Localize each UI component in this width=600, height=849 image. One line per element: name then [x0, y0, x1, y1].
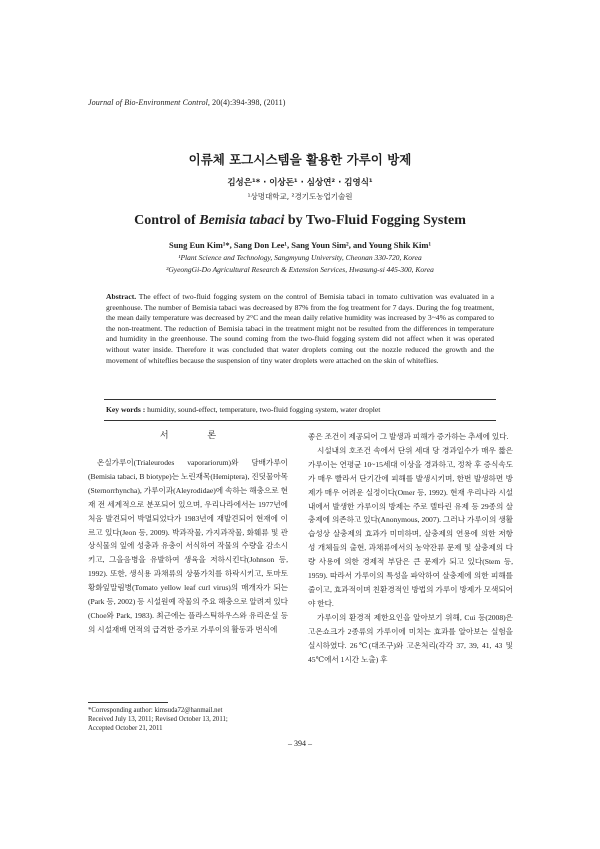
footnote — [88, 706, 298, 733]
corresponding-author: *Corresponding author: kimsuda72@hanmail.net — [88, 707, 223, 714]
section-heading: 서 론 — [159, 431, 235, 441]
intro-paragraph-1: 온실가루이(Trialeurodes vaporariorum)와 담배가루이(Bemisia tabaci, B biotype)는 노린재목(Hemiptera), 진딧물아목(Sternorrhyncha), 가루이과(Aleyrodidae)에 속하는 해충으로 현재 전 세계적으로 분포되어 있으며, 우리나라에서는 1977년에 처음 발견되어 박멸되었다가 1983년에 재발견되어 현재에 이르고 있다(Jeon 등, 2009). 박과작물, 가지과작물, 화훼류 및 관상식물의 잎에 성충과 유충이 서식하여 작물의 수량을 감소시키고, 그을음병을 유발하여 생육을 저하시킨다(Johnson 등, 1992). 또한, 생식용 과채류의 상품가치를 하락시키고, 토마토황화잎말림병(Tomato yellow leaf curl virus)의 매개자가 되는(Park 등, 2002) 등 시설원예 작물의 주요 해충으로 알려져 있다(Choe와 Park, 1983). 최근에는 플라스틱하우스와 유리온실 등의 시설재배 면적의 급격한 증가로 가루이의 활동과 번식에 — [88, 458, 288, 634]
page-number: – 394 – — [288, 739, 312, 748]
journal-citation: Journal of Bio-Environment Control, 20(4):394-398, (2011) — [88, 98, 286, 107]
accepted-date: Accepted October 21, 2011 — [88, 725, 163, 732]
received-dates: Received July 13, 2011; Revised October 13, 2011; — [88, 716, 228, 723]
intro-paragraph-1-cont: 좋은 조건이 제공되어 그 발생과 피해가 증가하는 추세에 있다. — [308, 432, 509, 441]
divider-bottom — [104, 420, 496, 421]
left-column — [88, 430, 288, 637]
keywords — [106, 405, 494, 414]
korean-affiliation: ¹상명대학교, ²경기도농업기술원 — [247, 192, 353, 201]
keywords-text: humidity, sound-effect, temperature, two-fluid fogging system, water droplet — [145, 405, 381, 414]
intro-paragraph-2: 시설내의 호조건 속에서 단위 세대 당 경과일수가 매우 짧은 가루이는 연평균 10~15세대 이상을 경과하고, 정착 후 증식속도가 매우 빨라서 단기간에 피해를 발생시키며, 한번 발생하면 방제가 매우 어려운 실정이다(Omer 등, 1992). 현재 우리나라 시설 내에서 발생한 가루이의 방제는 주로 델타린 유제 등 29종의 살충제에 의존하고 있다(Anonymous, 2007). 그러나 가루이의 생활습성상 살충제의 효과가 미미하며, 살충제의 연용에 의한 저항성 개체들의 출현, 과채류에서의 농약잔류 문제 및 살충제의 다량 사용에 의한 경제적 부담은 큰 문제가 되고 있다(Stem 등, 1959). 따라서 가루이의 특성을 파악하여 살충제에 의한 피해를 줄이고, 효과적이며 친환경적인 방법의 가루이 방제가 모색되어야 한다. — [308, 445, 513, 608]
right-column — [308, 430, 513, 666]
abstract-label: Abstract. — [106, 292, 137, 301]
english-authors: Sung Eun Kim¹*, Sang Don Lee¹, Sang Youn Sim², and Young Shik Kim¹ — [168, 240, 432, 250]
keywords-label: Key words : — [106, 405, 146, 414]
abstract-text: The effect of two-fluid fogging system on the control of Bemisia tabaci in tomato cultivation was evaluated in a greenhouse. The number of Bemisia tabaci was decreased by 87% from the fog treatment for 7 days. During the fog treatment, the mean daily temperature was decreased by 2°C and the mean daily relative humidity was increased by 3~4% as compared to the non-treatment. The reduction of Bemisia tabaci in the treatment might not be resulted from the differences in temperature and humidity in the greenhouse. The sound coming from the two-fluid fogging system did not affect when it was operated without water inside. Therefore it was concluded that water droplets coming out the nozzle reduced the growth and the movement of whiteflies because the suspension of tiny water droplets were attached on the skin of whiteflies. — [106, 292, 494, 365]
english-affiliation-1: ¹Plant Science and Technology, Sangmyung University, Cheonan 330-720, Korea — [178, 253, 422, 262]
korean-authors: 김성은¹* · 이상돈¹ · 심상연² · 김영식¹ — [227, 178, 373, 188]
intro-paragraph-3: 가루이의 환경적 제한요인을 알아보기 위해, Cui 등(2008)은 고온쇼크가 2종류의 가루이에 미치는 효과를 알아보는 실험을 실시하였다. 26℃(대조구)와 고온처리(각각 37, 39, 41, 43 및 45℃에서 1시간 노출) 후 — [308, 612, 513, 664]
korean-title: 이류체 포그시스템을 활용한 가루이 방제 — [188, 152, 412, 167]
english-affiliation-2: ²GyeongGi-Do Agricultural Research & Extension Services, Hwasung-si 445-300, Korea — [166, 265, 434, 274]
english-title: Control of Bemisia tabaci by Two-Fluid Fogging System — [134, 213, 466, 228]
abstract — [106, 292, 494, 366]
divider-top — [104, 399, 496, 400]
footnote-rule — [88, 702, 168, 703]
